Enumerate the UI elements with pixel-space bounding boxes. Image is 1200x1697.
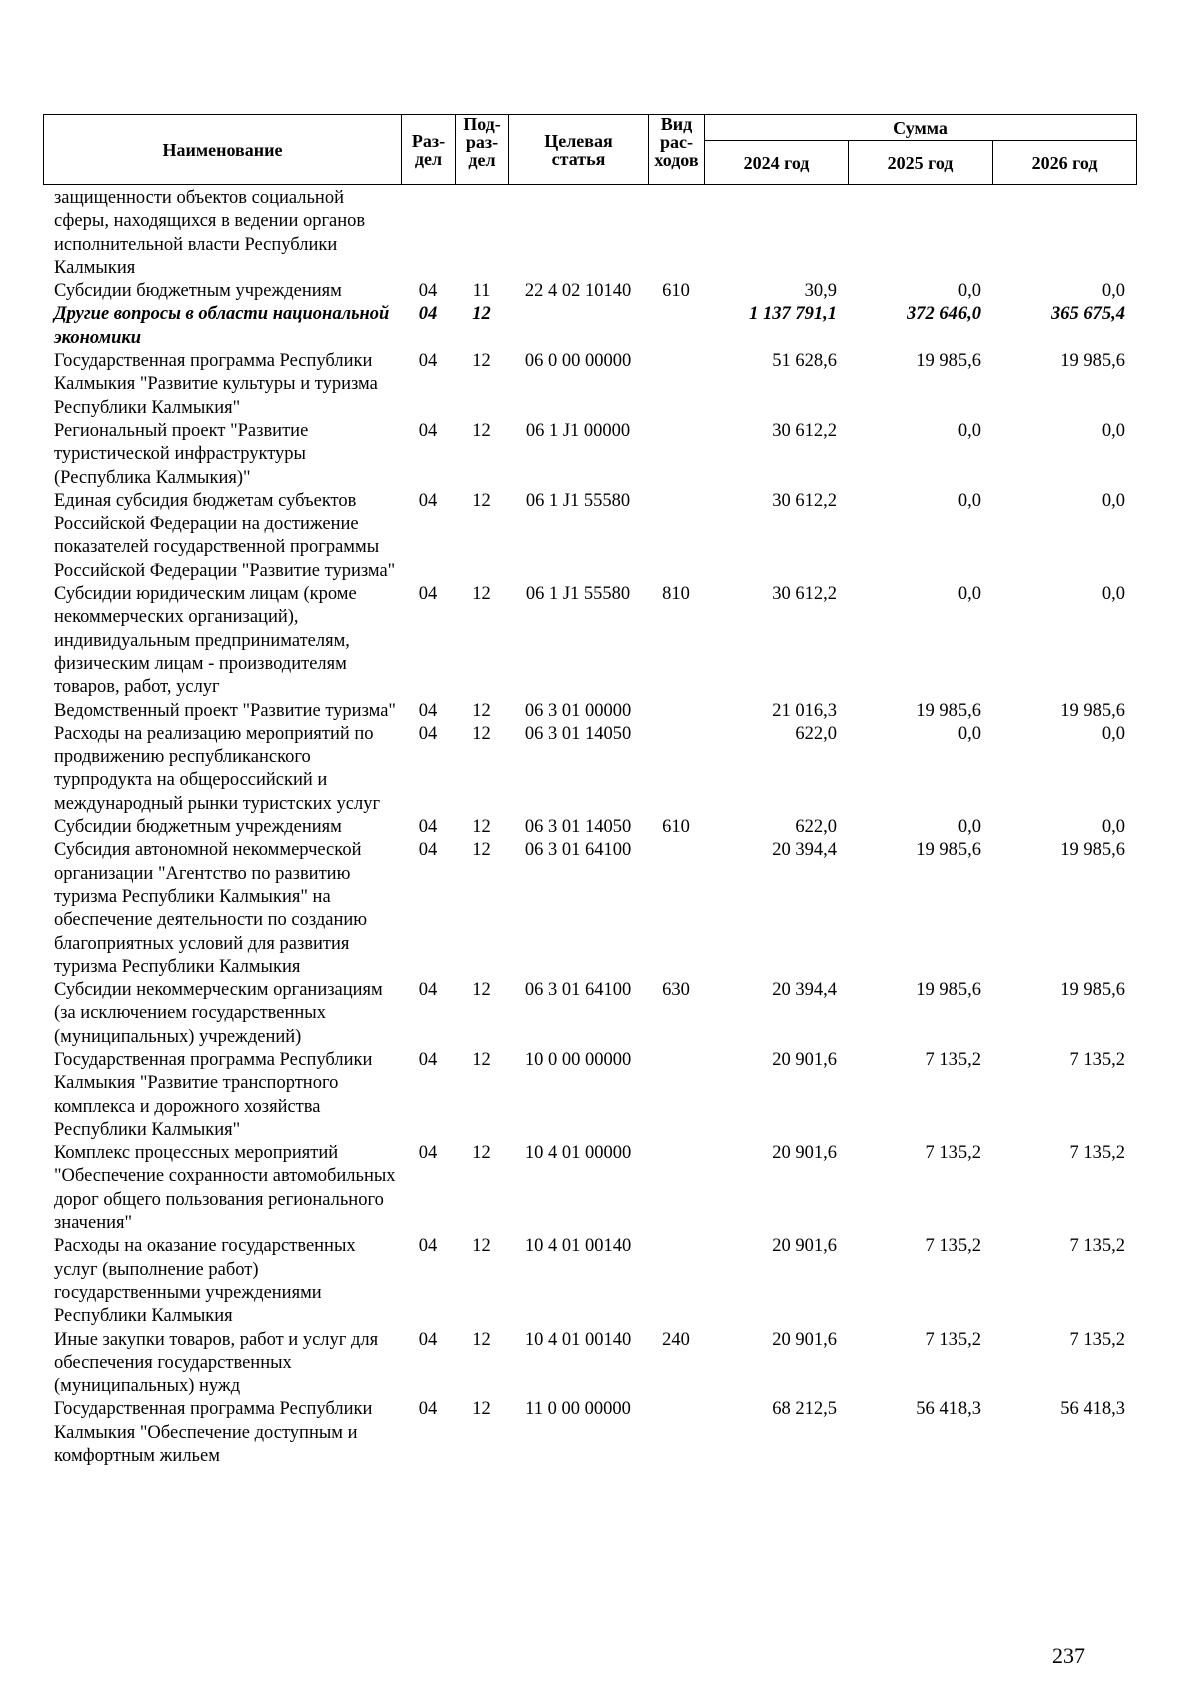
cell-target-article: 06 3 01 64100 bbox=[524, 980, 632, 1001]
cell-name: Государственная программа Республики Калмыкия "Развитие культуры и туризма Республики Калмыкия" bbox=[54, 351, 378, 418]
cell-target-article: 06 1 J1 55580 bbox=[525, 584, 631, 605]
table-row bbox=[43, 1142, 1136, 1235]
cell-name: защищенности объектов социальной сферы, находящихся в ведении органов исполнительной власти Республики Калмыкия bbox=[54, 188, 366, 278]
cell-target-article: 10 4 01 00000 bbox=[524, 1143, 632, 1164]
cell-name: Региональный проект "Развитие туристической инфраструктуры (Республика Калмыкия)" bbox=[54, 420, 309, 488]
table-row bbox=[43, 1329, 1136, 1399]
header-subsection-line3: дел bbox=[468, 150, 496, 170]
cell-sum-2024: 30,9 bbox=[804, 281, 837, 302]
cell-section: 04 bbox=[418, 840, 438, 861]
header-target-line2: статья bbox=[551, 148, 606, 169]
cell-section: 04 bbox=[418, 700, 438, 721]
cell-sum-2026: 0,0 bbox=[1101, 281, 1125, 302]
cell-name: Государственная программа Республики Калмыкия "Развитие транспортного комплекса и дорожного хозяйства Республики Калмыкия" bbox=[54, 1049, 373, 1140]
cell-sum-2024: 51 628,6 bbox=[772, 351, 837, 372]
table-row bbox=[43, 816, 1136, 839]
cell-expense-type bbox=[648, 1398, 704, 1468]
table-row bbox=[43, 583, 1136, 699]
header-sum: Сумма bbox=[705, 115, 1137, 141]
cell-sum-2025: 19 985,6 bbox=[916, 840, 981, 861]
cell-sum-2025: 0,0 bbox=[957, 817, 981, 838]
cell-target-article: 10 4 01 00140 bbox=[524, 1329, 632, 1350]
header-subsection bbox=[456, 115, 509, 185]
cell-sum-2025: 7 135,2 bbox=[925, 1236, 981, 1257]
table-row bbox=[43, 350, 1136, 420]
cell-sum-2024 bbox=[704, 187, 848, 280]
cell-name: Другие вопросы в области национальной экономики bbox=[54, 304, 390, 348]
cell-sum-2024: 622,0 bbox=[795, 723, 837, 744]
cell-sum-2025: 19 985,6 bbox=[916, 980, 981, 1001]
cell-sum-2025: 0,0 bbox=[957, 281, 981, 302]
cell-sum-2026 bbox=[992, 187, 1136, 280]
cell-sum-2026: 19 985,6 bbox=[1060, 351, 1125, 372]
cell-section: 04 bbox=[418, 584, 438, 605]
cell-sum-2026: 7 135,2 bbox=[1069, 1236, 1125, 1257]
cell-target-article: 06 3 01 64100 bbox=[524, 840, 632, 861]
table-row bbox=[43, 1049, 1136, 1142]
cell-target-article: 06 0 00 00000 bbox=[524, 351, 632, 372]
cell-section: 04 bbox=[418, 304, 438, 325]
cell-expense-type: 610 bbox=[662, 817, 690, 838]
cell-subsection: 12 bbox=[472, 1399, 491, 1420]
cell-target-article bbox=[508, 187, 648, 280]
cell-expense-type bbox=[648, 723, 704, 816]
cell-subsection: 12 bbox=[472, 1236, 491, 1257]
cell-expense-type bbox=[648, 350, 704, 420]
table-row bbox=[43, 700, 1136, 723]
header-section-line1: Раз- bbox=[411, 130, 446, 151]
cell-subsection: 12 bbox=[472, 700, 491, 721]
cell-subsection: 12 bbox=[472, 420, 491, 441]
cell-sum-2026: 0,0 bbox=[1101, 420, 1125, 441]
cell-sum-2024: 20 901,6 bbox=[772, 1329, 837, 1350]
cell-target-article: 06 3 01 14050 bbox=[524, 817, 632, 838]
table-row bbox=[43, 839, 1136, 979]
cell-subsection: 11 bbox=[472, 281, 491, 302]
table-row bbox=[43, 187, 1136, 280]
cell-name: Расходы на оказание государственных услуг (выполнение работ) государственными учреждениями Республики Калмыкия bbox=[54, 1236, 356, 1327]
cell-expense-type bbox=[648, 839, 704, 979]
cell-subsection: 12 bbox=[472, 584, 491, 605]
cell-sum-2025 bbox=[848, 187, 992, 280]
table-row bbox=[43, 1398, 1136, 1468]
cell-expense-type: 610 bbox=[662, 281, 690, 302]
cell-sum-2026: 0,0 bbox=[1101, 584, 1125, 605]
cell-expense-type bbox=[648, 187, 704, 280]
cell-target-article: 11 0 00 00000 bbox=[525, 1399, 631, 1420]
cell-sum-2025: 19 985,6 bbox=[916, 351, 981, 372]
cell-subsection: 12 bbox=[472, 980, 491, 1001]
cell-section: 04 bbox=[418, 1049, 438, 1070]
cell-target-article: 06 1 J1 55580 bbox=[525, 490, 631, 511]
cell-sum-2025: 0,0 bbox=[957, 723, 981, 744]
table-row bbox=[43, 1235, 1136, 1328]
cell-sum-2025: 7 135,2 bbox=[925, 1329, 981, 1350]
cell-name: Субсидия автономной некоммерческой организации "Агентство по развитию туризма Республики Калмыкия" на обеспечение деятельности по созданию благоприятных условий для развития туризма Республики Калмыкия bbox=[54, 840, 368, 977]
cell-name: Иные закупки товаров, работ и услуг для обеспечения государственных (муниципальных) нужд bbox=[54, 1329, 379, 1397]
header-type-line3: ходов bbox=[654, 150, 699, 170]
cell-expense-type: 630 bbox=[662, 980, 690, 1001]
cell-target-article: 10 0 00 00000 bbox=[524, 1049, 632, 1070]
header-year-2026: 2026 год bbox=[993, 141, 1137, 185]
header-type-line1: Вид bbox=[660, 114, 693, 134]
cell-expense-type: 240 bbox=[662, 1329, 690, 1350]
cell-sum-2024: 20 394,4 bbox=[772, 840, 837, 861]
cell-sum-2025: 7 135,2 bbox=[925, 1143, 981, 1164]
table-row bbox=[43, 490, 1136, 583]
cell-section: 04 bbox=[418, 351, 438, 372]
cell-sum-2024: 1 137 791,1 bbox=[749, 304, 837, 325]
cell-expense-type bbox=[648, 420, 704, 490]
cell-sum-2025: 0,0 bbox=[957, 584, 981, 605]
cell-sum-2026: 0,0 bbox=[1101, 490, 1125, 511]
table-row bbox=[43, 303, 1136, 350]
cell-sum-2026: 365 675,4 bbox=[1051, 304, 1125, 325]
cell-sum-2024: 20 394,4 bbox=[772, 980, 837, 1001]
cell-sum-2026: 7 135,2 bbox=[1069, 1143, 1125, 1164]
cell-section: 04 bbox=[418, 281, 438, 302]
cell-sum-2024: 20 901,6 bbox=[772, 1236, 837, 1257]
cell-name: Расходы на реализацию мероприятий по продвижению республиканского турпродукта на общероссийский и международный рынки туристских услуг bbox=[54, 723, 381, 814]
cell-section: 04 bbox=[418, 490, 438, 511]
cell-sum-2024: 30 612,2 bbox=[772, 584, 837, 605]
cell-name: Единая субсидия бюджетам субъектов Российской Федерации на достижение показателей государственной программы Российской Федерации "Развитие туризма" bbox=[54, 490, 396, 581]
cell-target-article: 10 4 01 00140 bbox=[524, 1236, 632, 1257]
cell-section: 04 bbox=[418, 980, 438, 1001]
table-row bbox=[43, 979, 1136, 1049]
cell-sum-2026: 0,0 bbox=[1101, 723, 1125, 744]
cell-subsection: 12 bbox=[472, 1143, 491, 1164]
cell-expense-type bbox=[648, 1235, 704, 1328]
table-row bbox=[43, 280, 1136, 303]
cell-name: Ведомственный проект "Развитие туризма" bbox=[54, 700, 396, 721]
cell-sum-2026: 7 135,2 bbox=[1069, 1329, 1125, 1350]
cell-name: Государственная программа Республики Калмыкия "Обеспечение доступным и комфортным жильем bbox=[54, 1399, 373, 1467]
cell-sum-2024: 30 612,2 bbox=[772, 420, 837, 441]
cell-name: Субсидии бюджетным учреждениям bbox=[54, 281, 342, 302]
cell-section: 04 bbox=[418, 1143, 438, 1164]
cell-sum-2025: 372 646,0 bbox=[907, 304, 981, 325]
cell-sum-2024: 622,0 bbox=[795, 817, 837, 838]
cell-subsection: 12 bbox=[472, 351, 491, 372]
cell-target-article: 06 3 01 14050 bbox=[524, 723, 632, 744]
cell-subsection bbox=[455, 187, 508, 280]
cell-section: 04 bbox=[418, 420, 438, 441]
cell-section bbox=[401, 187, 455, 280]
cell-sum-2024: 20 901,6 bbox=[772, 1049, 837, 1070]
cell-name: Субсидии юридическим лицам (кроме некоммерческих организаций), индивидуальным предпринимателям, физическим лицам - производителям товаров, работ, услуг bbox=[54, 584, 357, 698]
header-section-line2: дел bbox=[414, 148, 443, 169]
table-body bbox=[43, 187, 1136, 1468]
cell-expense-type bbox=[648, 1049, 704, 1142]
cell-sum-2025: 56 418,3 bbox=[916, 1399, 981, 1420]
header-section bbox=[402, 115, 456, 185]
cell-subsection: 12 bbox=[472, 490, 491, 511]
cell-subsection: 12 bbox=[472, 723, 491, 744]
cell-expense-type bbox=[648, 490, 704, 583]
cell-subsection: 12 bbox=[472, 1049, 491, 1070]
cell-sum-2026: 0,0 bbox=[1101, 817, 1125, 838]
cell-subsection: 12 bbox=[472, 840, 491, 861]
cell-target-article: 06 1 J1 00000 bbox=[525, 420, 631, 441]
header-subsection-line2: раз- bbox=[465, 132, 499, 152]
cell-target-article bbox=[508, 303, 648, 350]
cell-section: 04 bbox=[418, 1329, 438, 1350]
cell-name: Комплекс процессных мероприятий "Обеспечение сохранности автомобильных дорог общего пользования регионального значения" bbox=[54, 1143, 396, 1234]
cell-section: 04 bbox=[418, 1236, 438, 1257]
cell-sum-2026: 7 135,2 bbox=[1069, 1049, 1125, 1070]
header-subsection-line1: Под- bbox=[463, 114, 501, 134]
cell-section: 04 bbox=[418, 723, 438, 744]
cell-sum-2024: 68 212,5 bbox=[772, 1399, 837, 1420]
page-number: 237 bbox=[1052, 1643, 1085, 1668]
cell-sum-2026: 56 418,3 bbox=[1060, 1399, 1125, 1420]
cell-expense-type: 810 bbox=[662, 584, 690, 605]
header-name: Наименование bbox=[44, 115, 402, 185]
cell-sum-2025: 19 985,6 bbox=[916, 700, 981, 721]
header-target bbox=[509, 115, 649, 185]
cell-name: Субсидии некоммерческим организациям (за исключением государственных (муниципальных) учреждений) bbox=[54, 980, 383, 1047]
cell-target-article: 22 4 02 10140 bbox=[524, 281, 632, 302]
cell-expense-type bbox=[648, 303, 704, 350]
cell-expense-type bbox=[648, 700, 704, 723]
cell-subsection: 12 bbox=[472, 817, 491, 838]
cell-sum-2024: 30 612,2 bbox=[772, 490, 837, 511]
cell-subsection: 12 bbox=[472, 304, 491, 325]
cell-sum-2026: 19 985,6 bbox=[1060, 980, 1125, 1001]
cell-sum-2026: 19 985,6 bbox=[1060, 840, 1125, 861]
cell-sum-2025: 0,0 bbox=[957, 420, 981, 441]
cell-sum-2025: 7 135,2 bbox=[925, 1049, 981, 1070]
cell-sum-2024: 20 901,6 bbox=[772, 1143, 837, 1164]
table-header bbox=[43, 114, 1137, 185]
header-year-2024: 2024 год bbox=[705, 141, 849, 185]
table-row bbox=[43, 723, 1136, 816]
header-type-line2: рас- bbox=[660, 132, 693, 152]
cell-section: 04 bbox=[418, 817, 438, 838]
cell-section: 04 bbox=[418, 1399, 438, 1420]
cell-subsection: 12 bbox=[472, 1329, 491, 1350]
cell-expense-type bbox=[648, 1142, 704, 1235]
header-year-2025: 2025 год bbox=[849, 141, 993, 185]
header-type bbox=[649, 115, 705, 185]
cell-sum-2025: 0,0 bbox=[957, 490, 981, 511]
cell-sum-2024: 21 016,3 bbox=[772, 700, 837, 721]
cell-target-article: 06 3 01 00000 bbox=[524, 700, 632, 721]
cell-name: Субсидии бюджетным учреждениям bbox=[54, 817, 342, 838]
cell-sum-2026: 19 985,6 bbox=[1060, 700, 1125, 721]
header-target-line1: Целевая bbox=[544, 130, 613, 151]
table-row bbox=[43, 420, 1136, 490]
